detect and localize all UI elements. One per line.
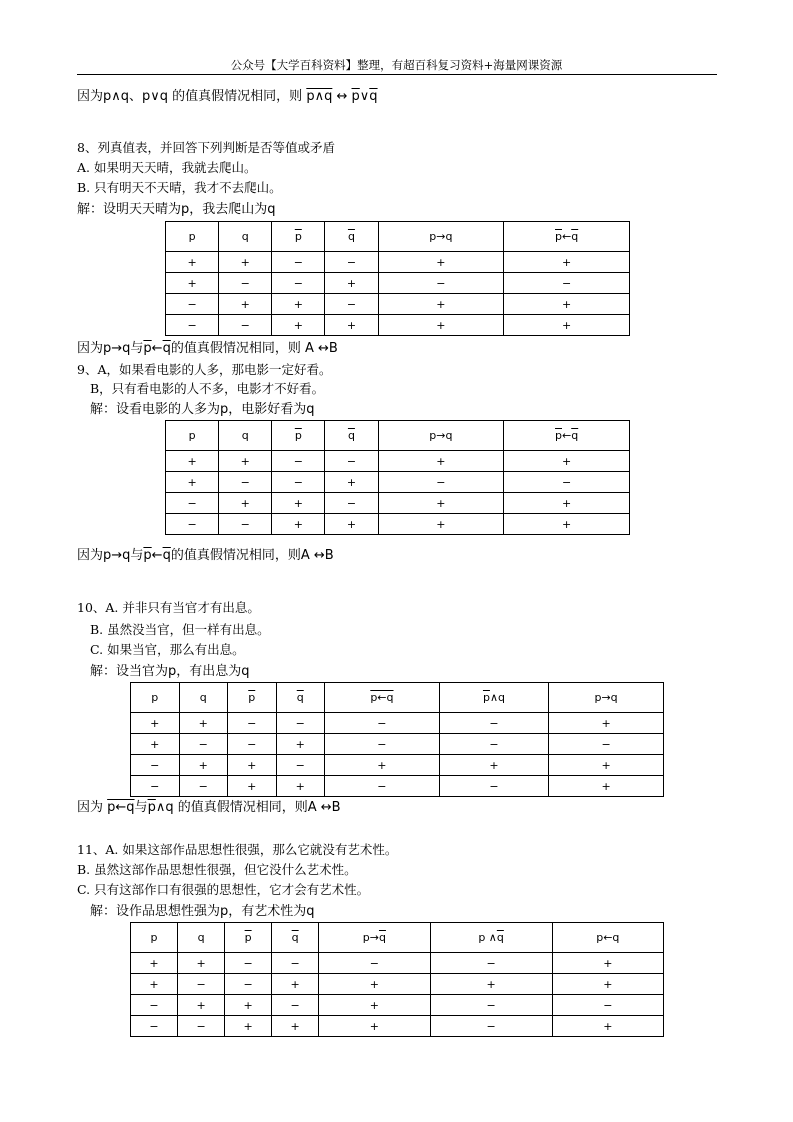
table-cell: − <box>131 995 178 1016</box>
column-header <box>219 222 272 252</box>
table-cell: + <box>504 493 630 514</box>
table-cell: + <box>179 713 228 734</box>
table-cell: + <box>178 995 225 1016</box>
table-cell: − <box>179 776 228 797</box>
text-segment: ∨ <box>359 89 370 104</box>
negated-term: $\overline{q}$ <box>347 429 355 442</box>
question-11-solution: 解：设作品思想性强为p，有艺术性为q <box>90 904 315 919</box>
table-cell: + <box>325 472 378 493</box>
table-header-row <box>131 683 664 713</box>
text-segment: p→q <box>594 691 618 704</box>
table-cell: + <box>228 755 277 776</box>
table-cell: − <box>272 273 325 294</box>
table-cell: − <box>272 252 325 273</box>
table-cell: − <box>219 514 272 535</box>
table-row <box>131 713 664 734</box>
table-cell: − <box>378 472 504 493</box>
table-header-row <box>166 421 630 451</box>
text-segment: p ∧ <box>478 931 497 944</box>
column-header <box>228 683 277 713</box>
table-cell: − <box>228 713 277 734</box>
table-cell: − <box>325 252 378 273</box>
table-cell: + <box>439 755 548 776</box>
text-segment: p→q <box>429 230 453 243</box>
table-row <box>166 294 630 315</box>
table-cell: − <box>378 273 504 294</box>
text-segment: 因为p→q与 <box>77 341 144 356</box>
column-header <box>131 683 180 713</box>
question-9-conclusion <box>77 548 334 564</box>
truth-table-9 <box>165 420 630 535</box>
truth-table-10 <box>130 682 664 797</box>
table-cell: + <box>225 1016 272 1037</box>
table-cell: − <box>325 294 378 315</box>
negated-term: $\overline{q}$ <box>162 548 171 563</box>
table-cell: + <box>325 273 378 294</box>
table-cell: − <box>131 776 180 797</box>
table-cell: + <box>378 493 504 514</box>
table-cell: − <box>219 472 272 493</box>
negated-term: $\overline{q}$ <box>162 341 171 356</box>
table-cell: − <box>166 315 219 336</box>
column-header <box>439 683 548 713</box>
table-cell: − <box>552 995 663 1016</box>
table-cell: − <box>178 974 225 995</box>
column-header <box>319 923 430 953</box>
table-cell: − <box>439 776 548 797</box>
question-9-solution: 解：设看电影的人多为p，电影好看为q <box>90 402 315 417</box>
column-header <box>219 421 272 451</box>
text-segment: p <box>188 429 196 442</box>
text-segment: ∧q 的值真假情况相同，则A ↔B <box>155 800 341 815</box>
text-segment: 因为p∧q、p∨q 的值真假情况相同，则 <box>77 89 307 104</box>
table-cell: + <box>178 953 225 974</box>
negated-term: $\overline{p}$ <box>294 429 302 442</box>
text-segment: 的值真假情况相同，则 A ↔B <box>170 341 338 356</box>
table-cell: − <box>325 493 378 514</box>
table-cell: − <box>276 713 325 734</box>
negated-term: $\overline{p}$ <box>555 429 562 442</box>
table-cell: + <box>166 472 219 493</box>
text-segment: ← <box>562 230 572 243</box>
text-segment: ∧q <box>489 691 505 704</box>
table-cell: + <box>549 776 664 797</box>
negated-term: $\overline{p}$ <box>294 230 302 243</box>
table-cell: − <box>325 776 440 797</box>
negated-term: $\overline{q}$ <box>369 89 378 104</box>
table-cell: + <box>504 315 630 336</box>
negated-term: $\overline{q}$ <box>496 931 504 944</box>
negated-term: $\overline{q}$ <box>378 931 386 944</box>
table-cell: + <box>325 315 378 336</box>
negated-term: $\overline{p}$ <box>244 931 252 944</box>
text-segment: p <box>151 691 159 704</box>
table-row <box>166 273 630 294</box>
column-header <box>225 923 272 953</box>
table-cell: − <box>179 734 228 755</box>
column-header <box>179 683 228 713</box>
table-cell: − <box>131 1016 178 1037</box>
table-cell: − <box>225 953 272 974</box>
table-cell: − <box>272 995 319 1016</box>
table-row <box>131 734 664 755</box>
table-cell: − <box>272 451 325 472</box>
table-cell: + <box>219 252 272 273</box>
table-cell: − <box>228 734 277 755</box>
table-cell: + <box>131 713 180 734</box>
negated-term: $\overline{p}$ <box>482 691 490 704</box>
table-cell: + <box>378 451 504 472</box>
conclusion-line <box>77 89 378 105</box>
negated-term: $\overline{p}$ <box>248 691 256 704</box>
table-cell: + <box>319 1016 430 1037</box>
table-cell: − <box>272 472 325 493</box>
table-cell: + <box>131 734 180 755</box>
table-cell: − <box>319 953 430 974</box>
column-header <box>272 421 325 451</box>
table-header-row <box>166 222 630 252</box>
negated-term: $\overline{q}$ <box>347 230 355 243</box>
table-row <box>166 472 630 493</box>
text-segment: q <box>241 230 249 243</box>
question-8-option-a: A. 如果明天天晴，我就去爬山。 <box>77 160 257 175</box>
table-row <box>166 252 630 273</box>
table-cell: + <box>272 974 319 995</box>
table-cell: + <box>552 953 663 974</box>
text-segment: ← <box>562 429 572 442</box>
table-cell: − <box>325 734 440 755</box>
negated-term: $\overline{q}$ <box>296 691 304 704</box>
column-header <box>166 421 219 451</box>
table-cell: − <box>276 755 325 776</box>
table-cell: − <box>219 273 272 294</box>
negated-term: $\overline{p}$ <box>147 800 156 815</box>
table-cell: + <box>166 252 219 273</box>
table-cell: + <box>378 252 504 273</box>
table-cell: + <box>219 294 272 315</box>
table-row <box>131 776 664 797</box>
table-cell: + <box>430 974 552 995</box>
text-segment: ↔ <box>332 89 352 104</box>
table-row <box>131 1016 664 1037</box>
table-cell: + <box>131 974 178 995</box>
table-cell: + <box>325 514 378 535</box>
table-cell: − <box>219 315 272 336</box>
table-cell: + <box>272 493 325 514</box>
column-header <box>504 421 630 451</box>
negated-term: $\overline{q}$ <box>291 931 299 944</box>
negated-term: $\overline{p}$ <box>351 89 360 104</box>
table-row <box>131 974 664 995</box>
table-cell: + <box>504 514 630 535</box>
table-cell: + <box>179 755 228 776</box>
question-9-option-a: 9、A，如果看电影的人多，那电影一定好看。 <box>77 362 332 377</box>
table-cell: + <box>549 755 664 776</box>
question-10-option-b: B. 虽然没当官，但一样有出息。 <box>90 622 270 637</box>
negated-term: $\overline{p}$ <box>555 230 562 243</box>
table-cell: − <box>325 451 378 472</box>
column-header <box>552 923 663 953</box>
page-header: 公众号【大学百科资料】整理，有超百科复习资料+海量网课资源 <box>230 58 563 72</box>
table-cell: + <box>272 1016 319 1037</box>
header-rule <box>77 74 717 75</box>
text-segment: p <box>188 230 196 243</box>
table-cell: + <box>549 713 664 734</box>
text-segment: q <box>197 931 205 944</box>
table-row <box>131 755 664 776</box>
text-segment: q <box>241 429 249 442</box>
column-header <box>325 421 378 451</box>
table-cell: − <box>430 995 552 1016</box>
question-11-option-b: B. 虽然这部作品思想性很强，但它没什么艺术性。 <box>77 862 357 877</box>
text-segment: 的值真假情况相同，则A ↔B <box>170 548 334 563</box>
table-cell: + <box>131 953 178 974</box>
table-cell: − <box>178 1016 225 1037</box>
column-header <box>378 421 504 451</box>
column-header <box>549 683 664 713</box>
table-cell: + <box>319 974 430 995</box>
table-cell: − <box>166 294 219 315</box>
text-segment: 与 <box>134 800 148 815</box>
table-cell: − <box>439 713 548 734</box>
text-segment: 因为 <box>77 800 108 815</box>
text-segment: p <box>150 931 158 944</box>
text-segment: p→q <box>429 429 453 442</box>
question-10-solution: 解：设当官为p，有出息为q <box>90 664 250 679</box>
negated-term: $\overline{q}$ <box>571 429 579 442</box>
truth-table-8 <box>165 221 630 336</box>
table-cell: − <box>504 273 630 294</box>
column-header <box>325 222 378 252</box>
table-cell: − <box>504 472 630 493</box>
table-row <box>131 953 664 974</box>
question-11-option-a: 11、A. 如果这部作品思想性很强，那么它就没有艺术性。 <box>77 842 398 857</box>
text-segment: p→ <box>362 931 379 944</box>
question-10-option-a: 10、A. 并非只有当官才有出息。 <box>77 600 260 615</box>
table-cell: + <box>378 294 504 315</box>
column-header <box>276 683 325 713</box>
table-cell: − <box>166 514 219 535</box>
column-header <box>325 683 440 713</box>
negated-term: p∧q <box>306 89 333 104</box>
table-cell: − <box>272 953 319 974</box>
table-cell: + <box>219 493 272 514</box>
text-segment: q <box>199 691 207 704</box>
table-cell: + <box>276 734 325 755</box>
question-8-title: 8、列真值表，并回答下列判断是否等值或矛盾 <box>77 140 335 155</box>
table-cell: + <box>166 273 219 294</box>
table-cell: + <box>378 514 504 535</box>
table-row <box>166 493 630 514</box>
column-header <box>131 923 178 953</box>
text-segment: ← <box>151 548 163 563</box>
column-header <box>430 923 552 953</box>
table-cell: − <box>225 974 272 995</box>
column-header <box>178 923 225 953</box>
column-header <box>504 222 630 252</box>
table-cell: + <box>378 315 504 336</box>
question-8-solution: 解：设明天天晴为p，我去爬山为q <box>77 202 276 217</box>
text-segment: 因为p→q与 <box>77 548 144 563</box>
table-cell: + <box>276 776 325 797</box>
truth-table-11 <box>130 922 664 1037</box>
negated-term: $\overline{p}$ <box>143 548 152 563</box>
text-segment: ← <box>151 341 163 356</box>
table-cell: + <box>504 451 630 472</box>
question-10-option-c: C. 如果当官，那么有出息。 <box>90 642 245 657</box>
column-header <box>378 222 504 252</box>
table-cell: − <box>430 953 552 974</box>
table-cell: + <box>272 315 325 336</box>
negated-term: p←q <box>370 691 394 704</box>
question-10-conclusion <box>77 800 341 816</box>
table-cell: − <box>325 713 440 734</box>
table-row <box>131 995 664 1016</box>
table-cell: + <box>552 974 663 995</box>
table-cell: − <box>166 493 219 514</box>
question-8-conclusion <box>77 341 338 357</box>
text-segment: p←q <box>596 931 620 944</box>
negated-term: p←q <box>107 800 135 815</box>
negated-term: $\overline{q}$ <box>571 230 579 243</box>
column-header <box>272 222 325 252</box>
table-cell: + <box>552 1016 663 1037</box>
question-11-option-c: C. 只有这部作口有很强的思想性，它才会有艺术性。 <box>77 882 370 897</box>
column-header <box>166 222 219 252</box>
negated-term: $\overline{p}$ <box>143 341 152 356</box>
table-cell: − <box>430 1016 552 1037</box>
column-header <box>272 923 319 953</box>
table-cell: − <box>439 734 548 755</box>
table-cell: + <box>272 514 325 535</box>
table-cell: + <box>504 252 630 273</box>
table-cell: − <box>131 755 180 776</box>
question-8-option-b: B. 只有明天不天晴，我才不去爬山。 <box>77 180 282 195</box>
table-row <box>166 315 630 336</box>
table-cell: + <box>325 755 440 776</box>
table-cell: + <box>228 776 277 797</box>
table-cell: + <box>272 294 325 315</box>
table-cell: + <box>504 294 630 315</box>
table-cell: + <box>319 995 430 1016</box>
table-header-row <box>131 923 664 953</box>
table-row <box>166 451 630 472</box>
table-cell: − <box>549 734 664 755</box>
question-9-option-b: B，只有看电影的人不多，电影才不好看。 <box>90 381 325 396</box>
table-cell: + <box>219 451 272 472</box>
table-cell: + <box>225 995 272 1016</box>
table-row <box>166 514 630 535</box>
table-cell: + <box>166 451 219 472</box>
